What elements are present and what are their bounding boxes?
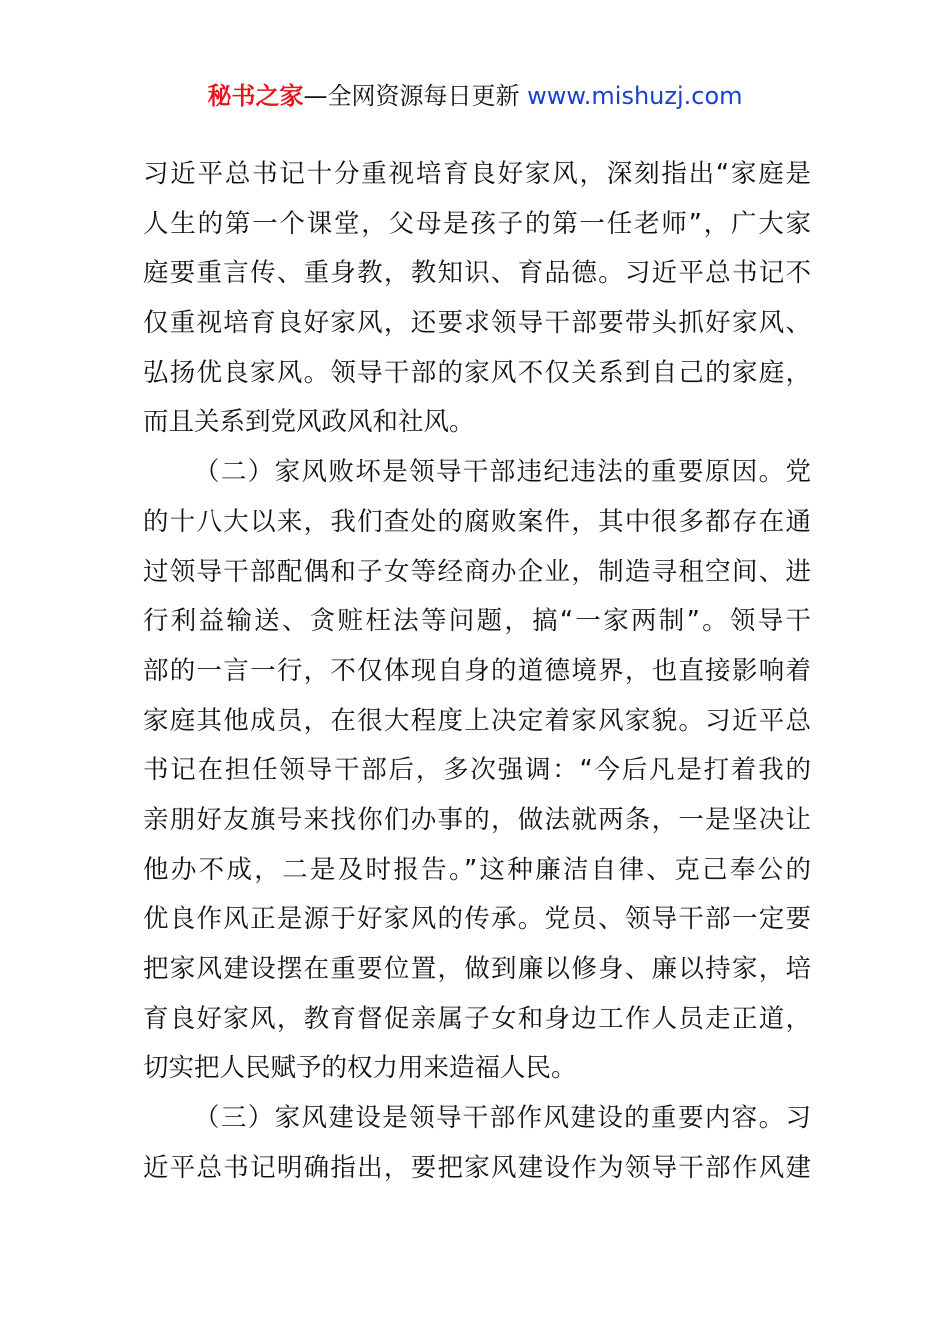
text-line: 育良好家风，教育督促亲属子女和身边工作人员走正道， <box>143 1003 811 1034</box>
text-line: 过领导干部配偶和子女等经商办企业，制造寻租空间、进 <box>143 556 811 587</box>
header-tagline: —全网资源每日更新 <box>303 82 528 110</box>
text-line: 优良作风正是源于好家风的传承。党员、领导干部一定要 <box>143 904 811 935</box>
text-line: 而且关系到党风政风和社风。 <box>143 407 475 438</box>
text-line: 的十八大以来，我们查处的腐败案件，其中很多都存在通 <box>143 506 811 537</box>
text-line: 弘扬优良家风。领导干部的家风不仅关系到自己的家庭， <box>143 357 811 388</box>
text-line: 书记在担任领导干部后，多次强调：“今后凡是打着我的 <box>143 755 811 786</box>
text-line: 行利益输送、贪赃枉法等问题，搞“一家两制”。领导干 <box>143 606 811 637</box>
text-line: 人生的第一个课堂，父母是孩子的第一任老师”，广大家 <box>143 208 811 239</box>
brand-name: 秘书之家 <box>207 82 304 110</box>
text-line: 习近平总书记十分重视培育良好家风，深刻指出“家庭是 <box>143 159 811 189</box>
text-line: 部的一言一行，不仅体现自身的道德境界，也直接影响着 <box>143 655 811 686</box>
text-line: 仅重视培育良好家风，还要求领导干部要带头抓好家风、 <box>143 308 811 339</box>
page-header <box>0 78 950 114</box>
document-body <box>143 150 811 1193</box>
paragraph-heading-line: （二）家风败坏是领导干部违纪违法的重要原因。党 <box>194 457 811 488</box>
website-link[interactable]: www.mishuzj.com <box>527 82 743 110</box>
text-line: 家庭其他成员，在很大程度上决定着家风家貌。习近平总 <box>143 705 811 736</box>
text-line: 把家风建设摆在重要位置，做到廉以修身、廉以持家，培 <box>143 954 811 984</box>
text-line: 切实把人民赋予的权力用来造福人民。 <box>143 1053 577 1084</box>
text-line: 庭要重言传、重身教，教知识、育品德。习近平总书记不 <box>143 258 811 289</box>
text-line: 亲朋好友旗号来找你们办事的，做法就两条，一是坚决让 <box>143 804 811 835</box>
text-line: 他办不成，二是及时报告。”这种廉洁自律、克己奉公的 <box>143 854 811 885</box>
paragraph-heading-line: （三）家风建设是领导干部作风建设的重要内容。习 <box>194 1103 811 1134</box>
text-line: 近平总书记明确指出，要把家风建设作为领导干部作风建 <box>143 1152 811 1183</box>
